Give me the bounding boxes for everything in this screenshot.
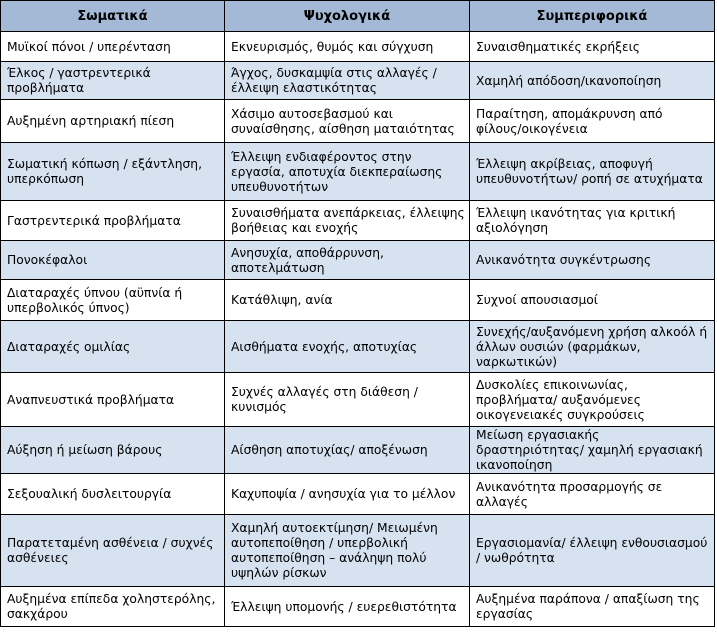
psychological-cell: Έλλειψη υπομονής / ευερεθιστότητα bbox=[225, 587, 470, 627]
psychological-cell: Συχνές αλλαγές στη διάθεση / κυνισμός bbox=[225, 373, 470, 427]
behavioral-cell: Χαμηλή απόδοση/ικανοποίηση bbox=[470, 62, 715, 100]
behavioral-cell: Έλλειψη ακρίβειας, αποφυγή υπευθυνοτήτων/ ροπή σε ατυχήματα bbox=[470, 143, 715, 201]
physical-cell: Διαταραχές ύπνου (αϋπνία ή υπερβολικός ύπνος) bbox=[1, 280, 225, 321]
physical-cell: Αύξηση ή μείωση βάρους bbox=[1, 427, 225, 474]
table-row bbox=[1, 474, 715, 515]
behavioral-cell: Αυξημένα παράπονα / απαξίωση της εργασίας bbox=[470, 587, 715, 627]
psychological-cell: Αισθήματα ενοχής, αποτυχίας bbox=[225, 321, 470, 373]
behavioral-cell: Συνεχής/αυξανόμενη χρήση αλκοόλ ή άλλων ουσιών (φαρμάκων, ναρκωτικών) bbox=[470, 321, 715, 373]
table-row bbox=[1, 32, 715, 62]
behavioral-cell: Συναισθηματικές εκρήξεις bbox=[470, 32, 715, 62]
physical-cell: Σωματική κόπωση / εξάντληση, υπερκόπωση bbox=[1, 143, 225, 201]
table-row bbox=[1, 373, 715, 427]
table-row bbox=[1, 321, 715, 373]
physical-cell: Γαστρεντερικά προβλήματα bbox=[1, 201, 225, 241]
physical-cell: Παρατεταμένη ασθένεια / συχνές ασθένειες bbox=[1, 515, 225, 587]
physical-cell: Αυξημένα επίπεδα χοληστερόλης, σακχάρου bbox=[1, 587, 225, 627]
psychological-cell: Εκνευρισμός, θυμός και σύγχυση bbox=[225, 32, 470, 62]
physical-cell: Μυϊκοί πόνοι / υπερένταση bbox=[1, 32, 225, 62]
psychological-cell: Χάσιμο αυτοσεβασμού και συναίσθησης, αίσθηση ματαιότητας bbox=[225, 100, 470, 143]
psychological-cell: Καχυποψία / ανησυχία για το μέλλον bbox=[225, 474, 470, 515]
table-row bbox=[1, 62, 715, 100]
table-row bbox=[1, 201, 715, 241]
table-row bbox=[1, 100, 715, 143]
column-header-physical: Σωματικά bbox=[1, 1, 225, 32]
psychological-cell: Χαμηλή αυτοεκτίμηση/ Μειωμένη αυτοπεποίθηση / υπερβολική αυτοπεποίθηση – ανάληψη πολύ υψηλών ρίσκων bbox=[225, 515, 470, 587]
psychological-cell: Συναισθήματα ανεπάρκειας, έλλειψης βοήθειας και ενοχής bbox=[225, 201, 470, 241]
psychological-cell: Ανησυχία, αποθάρρυνση, αποτελμάτωση bbox=[225, 241, 470, 280]
behavioral-cell: Εργασιομανία/ έλλειψη ενθουσιασμού / νωθρότητα bbox=[470, 515, 715, 587]
behavioral-cell: Ανικανότητα προσαρμογής σε αλλαγές bbox=[470, 474, 715, 515]
table-header bbox=[1, 1, 715, 32]
table-row bbox=[1, 241, 715, 280]
behavioral-cell: Μείωση εργασιακής δραστηριότητας/ χαμηλή εργασιακή ικανοποίηση bbox=[470, 427, 715, 474]
psychological-cell: Αίσθηση αποτυχίας/ αποξένωση bbox=[225, 427, 470, 474]
physical-cell: Διαταραχές ομιλίας bbox=[1, 321, 225, 373]
table-body bbox=[1, 32, 715, 627]
behavioral-cell: Έλλειψη ικανότητας για κριτική αξιολόγηση bbox=[470, 201, 715, 241]
psychological-cell: Έλλειψη ενδιαφέροντος στην εργασία, αποτυχία διεκπεραίωσης υπευθυνοτήτων bbox=[225, 143, 470, 201]
physical-cell: Έλκος / γαστρεντερικά προβλήματα bbox=[1, 62, 225, 100]
behavioral-cell: Παραίτηση, απομάκρυνση από φίλους/οικογένεια bbox=[470, 100, 715, 143]
psychological-cell: Άγχος, δυσκαμψία στις αλλαγές / έλλειψη ελαστικότητας bbox=[225, 62, 470, 100]
physical-cell: Αυξημένη αρτηριακή πίεση bbox=[1, 100, 225, 143]
behavioral-cell: Συχνοί απουσιασμοί bbox=[470, 280, 715, 321]
column-header-psychological: Ψυχολογικά bbox=[225, 1, 470, 32]
column-header-behavioral: Συμπεριφορικά bbox=[470, 1, 715, 32]
table-row bbox=[1, 587, 715, 627]
behavioral-cell: Δυσκολίες επικοινωνίας, προβλήματα/ αυξανόμενες οικογενειακές συγκρούσεις bbox=[470, 373, 715, 427]
table-row bbox=[1, 143, 715, 201]
physical-cell: Σεξουαλική δυσλειτουργία bbox=[1, 474, 225, 515]
physical-cell: Πονοκέφαλοι bbox=[1, 241, 225, 280]
table-row bbox=[1, 280, 715, 321]
table-row bbox=[1, 515, 715, 587]
physical-cell: Αναπνευστικά προβλήματα bbox=[1, 373, 225, 427]
psychological-cell: Κατάθλιψη, ανία bbox=[225, 280, 470, 321]
table-row bbox=[1, 427, 715, 474]
behavioral-cell: Ανικανότητα συγκέντρωσης bbox=[470, 241, 715, 280]
